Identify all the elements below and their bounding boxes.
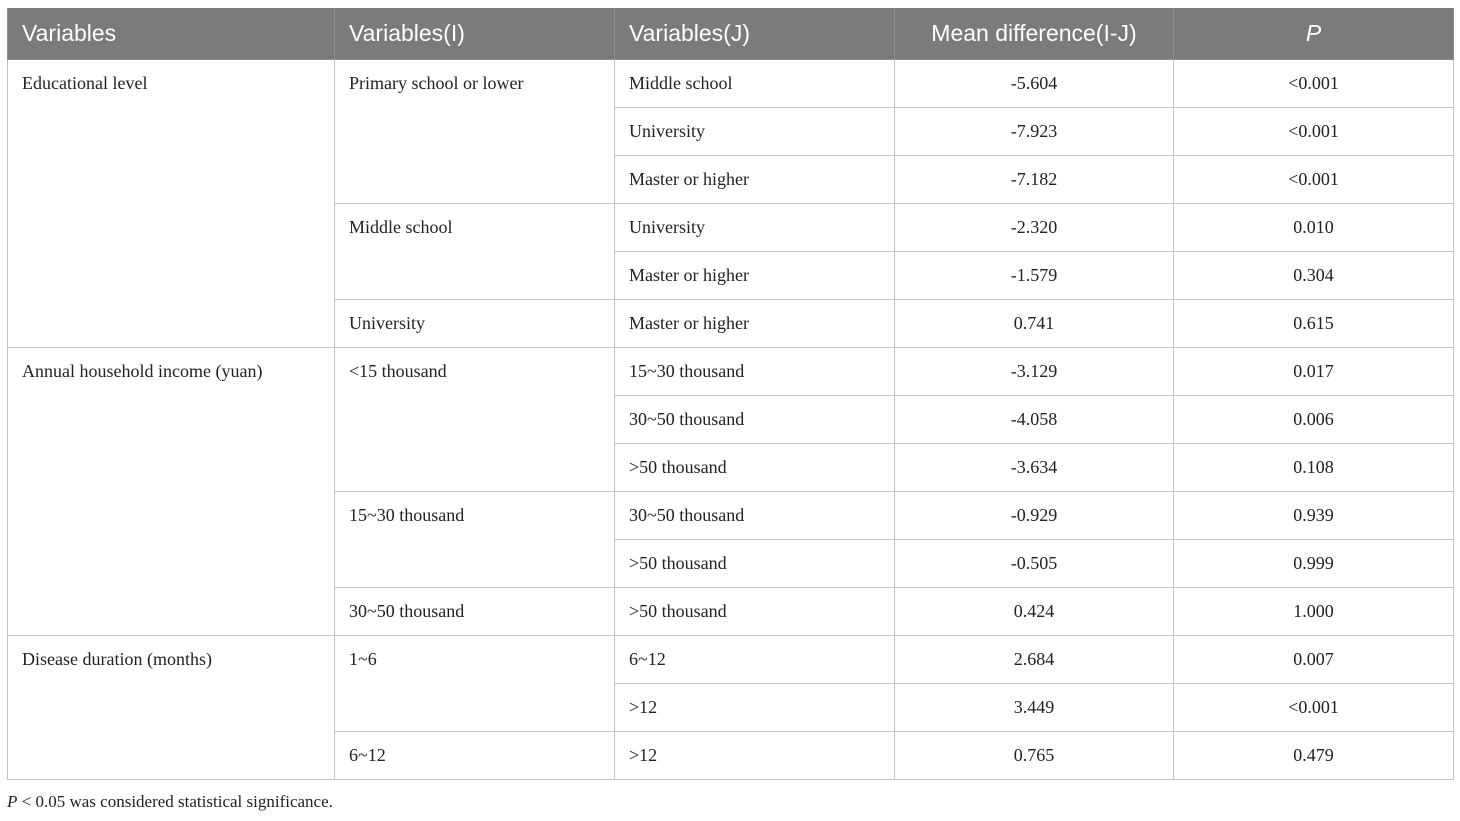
cell-variable: Annual household income (yuan) bbox=[8, 348, 335, 636]
cell-mean-difference: -0.505 bbox=[895, 540, 1174, 588]
cell-p-value: 0.010 bbox=[1174, 204, 1454, 252]
table-row bbox=[8, 636, 1454, 684]
cell-variable: Disease duration (months) bbox=[8, 636, 335, 780]
cell-variable-j: Master or higher bbox=[615, 252, 895, 300]
cell-variable-j: 30~50 thousand bbox=[615, 492, 895, 540]
table-row bbox=[8, 348, 1454, 396]
cell-p-value: 0.017 bbox=[1174, 348, 1454, 396]
cell-variable-i: 6~12 bbox=[335, 732, 615, 780]
cell-variable-i: Middle school bbox=[335, 204, 615, 300]
cell-variable-j: >50 thousand bbox=[615, 540, 895, 588]
cell-variable-i: Primary school or lower bbox=[335, 60, 615, 204]
cell-p-value: 0.108 bbox=[1174, 444, 1454, 492]
cell-p-value: 0.939 bbox=[1174, 492, 1454, 540]
cell-variable-i: 30~50 thousand bbox=[335, 588, 615, 636]
cell-p-value: 1.000 bbox=[1174, 588, 1454, 636]
cell-variable-j: Middle school bbox=[615, 60, 895, 108]
cell-p-value: <0.001 bbox=[1174, 156, 1454, 204]
cell-variable-j: 15~30 thousand bbox=[615, 348, 895, 396]
footnote-p-symbol: P bbox=[7, 792, 18, 811]
cell-variable-i: 15~30 thousand bbox=[335, 492, 615, 588]
cell-p-value: <0.001 bbox=[1174, 684, 1454, 732]
cell-mean-difference: -7.923 bbox=[895, 108, 1174, 156]
cell-mean-difference: 2.684 bbox=[895, 636, 1174, 684]
cell-mean-difference: -5.604 bbox=[895, 60, 1174, 108]
cell-p-value: 0.615 bbox=[1174, 300, 1454, 348]
cell-mean-difference: -3.634 bbox=[895, 444, 1174, 492]
cell-variable-j: 6~12 bbox=[615, 636, 895, 684]
cell-variable-j: >12 bbox=[615, 684, 895, 732]
cell-mean-difference: 0.765 bbox=[895, 732, 1174, 780]
cell-mean-difference: 0.741 bbox=[895, 300, 1174, 348]
comparison-table-container bbox=[7, 8, 1453, 780]
cell-variable-j: Master or higher bbox=[615, 156, 895, 204]
table-body bbox=[8, 60, 1454, 780]
table-footnote bbox=[7, 792, 333, 812]
cell-variable-i: 1~6 bbox=[335, 636, 615, 732]
cell-mean-difference: -7.182 bbox=[895, 156, 1174, 204]
cell-variable-i: University bbox=[335, 300, 615, 348]
header-variables-i: Variables(I) bbox=[335, 8, 615, 60]
cell-variable-i: <15 thousand bbox=[335, 348, 615, 492]
table-row bbox=[8, 60, 1454, 108]
cell-mean-difference: -1.579 bbox=[895, 252, 1174, 300]
cell-p-value: 0.007 bbox=[1174, 636, 1454, 684]
cell-p-value: 0.006 bbox=[1174, 396, 1454, 444]
cell-variable: Educational level bbox=[8, 60, 335, 348]
cell-variable-j: 30~50 thousand bbox=[615, 396, 895, 444]
cell-variable-j: >50 thousand bbox=[615, 444, 895, 492]
header-variables: Variables bbox=[8, 8, 335, 60]
cell-variable-j: >12 bbox=[615, 732, 895, 780]
cell-p-value: 0.304 bbox=[1174, 252, 1454, 300]
cell-mean-difference: -2.320 bbox=[895, 204, 1174, 252]
cell-mean-difference: -3.129 bbox=[895, 348, 1174, 396]
cell-mean-difference: 3.449 bbox=[895, 684, 1174, 732]
header-variables-j: Variables(J) bbox=[615, 8, 895, 60]
cell-p-value: <0.001 bbox=[1174, 108, 1454, 156]
cell-p-value: 0.999 bbox=[1174, 540, 1454, 588]
cell-variable-j: University bbox=[615, 108, 895, 156]
cell-p-value: <0.001 bbox=[1174, 60, 1454, 108]
multiple-comparison-table bbox=[7, 8, 1454, 780]
cell-variable-j: Master or higher bbox=[615, 300, 895, 348]
cell-p-value: 0.479 bbox=[1174, 732, 1454, 780]
header-mean-difference: Mean difference(I-J) bbox=[895, 8, 1174, 60]
cell-mean-difference: 0.424 bbox=[895, 588, 1174, 636]
table-header-row bbox=[8, 8, 1454, 60]
header-p-value: P bbox=[1174, 8, 1454, 60]
footnote-text: < 0.05 was considered statistical significance. bbox=[17, 792, 333, 811]
cell-variable-j: >50 thousand bbox=[615, 588, 895, 636]
cell-variable-j: University bbox=[615, 204, 895, 252]
cell-mean-difference: -0.929 bbox=[895, 492, 1174, 540]
cell-mean-difference: -4.058 bbox=[895, 396, 1174, 444]
